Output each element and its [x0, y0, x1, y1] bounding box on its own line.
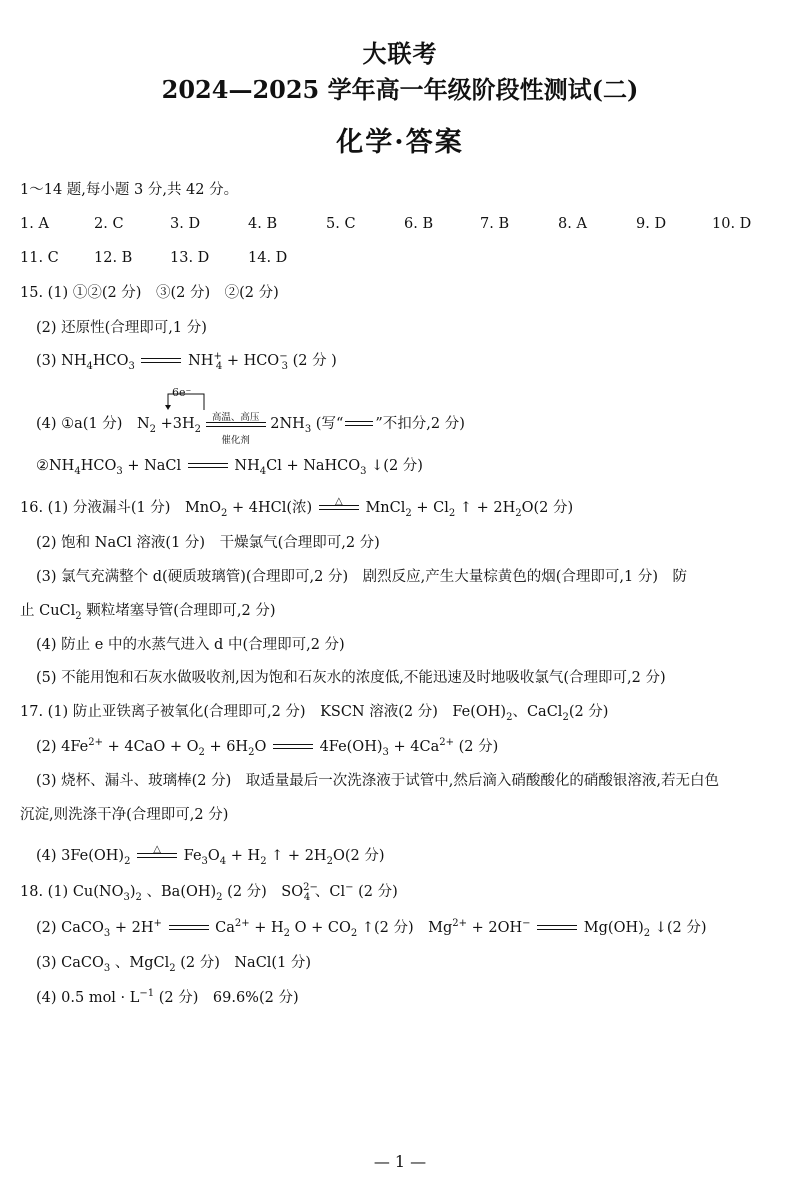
q17-part3-line1: (3) 烧杯、漏斗、玻璃棒(2 分) 取适量最后一次洗涤液于试管中,然后滴入硝酸酸化的硝酸银溶液,若无白色: [36, 773, 720, 789]
q16-part1: 16. (1) 分液漏斗(1 分) MnO$_2$ + 4HCl(浓) △ MnCl$_2$ + $Cl_2$ ↑ + $2H_2O(2$ 分): [20, 496, 574, 519]
q17-part1: 17. (1) 防止亚铁离子被氧化(合理即可,2 分) KSCN 溶液(2 分) $Fe(OH)_2$、CaCl$_2$(2 分): [20, 704, 609, 723]
q16-part5: (5) 不能用饱和石灰水做吸收剂,因为饱和石灰水的浓度低,不能迅速及时地吸收氯气(合理即可,2 分): [36, 670, 666, 686]
electron-transfer-label: 6e⁻: [172, 386, 192, 399]
exam-subtitle: 2024—2025 学年高一年级阶段性测试(二): [161, 75, 639, 104]
mc-answer: 7. B: [480, 216, 510, 232]
mc-answer: 8. A: [558, 216, 587, 232]
q17-part2: (2) $4Fe^{2+} + 4CaO + O_2 + 6H_2O$ $4Fe(OH)_3 + 4Ca^{2+}$ (2 分): [36, 737, 499, 758]
page-number: — 1 —: [373, 1152, 427, 1171]
mc-answer: 5. C: [326, 216, 356, 232]
q18-part1: 18. (1) $Cu(NO_3)_2$ 、$Ba(OH)_2$ (2 分) $SO^{2-}_4$ 、Cl− (2 分): [20, 882, 398, 903]
mc-row-1: [20, 214, 780, 234]
heating-equals-sign: △: [137, 852, 177, 860]
q16-part3-line1: (3) 氯气充满整个 d(硬质玻璃管)(合理即可,2 分) 剧烈反应,产生大量棕黄色的烟(合理即可,1 分) 防: [36, 569, 687, 585]
mc-intro: 1～14 题,每小题 3 分,共 42 分。: [20, 182, 239, 198]
q15-part2: (2) 还原性(合理即可,1 分): [36, 320, 207, 336]
q18-part4: (4) 0.5 mol · $L^{-1}$ (2 分) 69.6%(2 分): [36, 988, 299, 1006]
q15-part1: 15. (1) ①②(2 分) ③(2 分) ②(2 分): [20, 285, 279, 301]
q18-part2: (2) CaCO$_3$ + 2H+ $Ca^{2+} + H_2$ $O + CO_2$ ↑(2 分) $Mg^{2+} + 2OH^-$ $Mg(OH)_2$ ↓(2 分): [36, 918, 707, 939]
reaction-conditions: 高温、高压 催化剂: [206, 414, 266, 434]
exam-name: 大联考: [362, 39, 438, 68]
mc-answer: 10. D: [712, 216, 752, 232]
mc-answer: 9. D: [636, 216, 667, 232]
mc-answer: 13. D: [170, 250, 210, 266]
q15-part4-2: $②NH_4HCO_3$ + NaCl $NH_4Cl$ + NaHCO$_3$ ↓(2 分): [36, 458, 423, 477]
equals-sign: [537, 924, 577, 932]
mc-answer: 12. B: [94, 250, 133, 266]
q17-part4: (4) $3Fe(OH)_2$ △ $Fe_3O_4 + H_2$ ↑ + $2H_2O(2$ 分): [36, 844, 385, 867]
q15-part4: (4) ①a(1 分) $N_2 +3H_2$ 高温、高压 催化剂 $2NH_3$ (写“ ”不扣分,2 分): [36, 412, 465, 446]
mc-answer: 4. B: [248, 216, 278, 232]
mc-row-2: [20, 248, 420, 268]
q18-part3: (3) CaCO$_3$ 、MgCl$_2$ (2 分) NaCl(1 分): [36, 955, 312, 974]
mc-answer: 2. C: [94, 216, 124, 232]
equals-sign: [188, 462, 228, 470]
q16-part3-line2: 止 CuCl$_2$ 颗粒堵塞导管(合理即可,2 分): [20, 603, 276, 622]
mc-answer: 6. B: [404, 216, 434, 232]
mc-answer: 14. D: [248, 250, 288, 266]
mc-answer: 1. A: [20, 216, 49, 232]
mc-answer: 11. C: [20, 250, 59, 266]
equals-sign: [273, 743, 313, 751]
heating-equals-sign: △: [319, 504, 359, 512]
q16-part2: (2) 饱和 NaCl 溶液(1 分) 干燥氯气(合理即可,2 分): [36, 535, 380, 551]
equals-sign: [141, 357, 181, 365]
q15-part3: (3) $NH_4HCO_3$ $NH^+_4 + HCO^-_3$ (2 分 ): [36, 351, 337, 372]
equals-sign: [345, 420, 373, 428]
subject-title: 化学·答案: [336, 127, 464, 158]
electron-transfer-bracket: [164, 392, 208, 412]
q17-part3-line2: 沉淀,则洗涤干净(合理即可,2 分): [20, 807, 229, 823]
equals-sign: [169, 924, 209, 932]
mc-answer: 3. D: [170, 216, 201, 232]
q16-part4: (4) 防止 e 中的水蒸气进入 d 中(合理即可,2 分): [36, 637, 345, 653]
